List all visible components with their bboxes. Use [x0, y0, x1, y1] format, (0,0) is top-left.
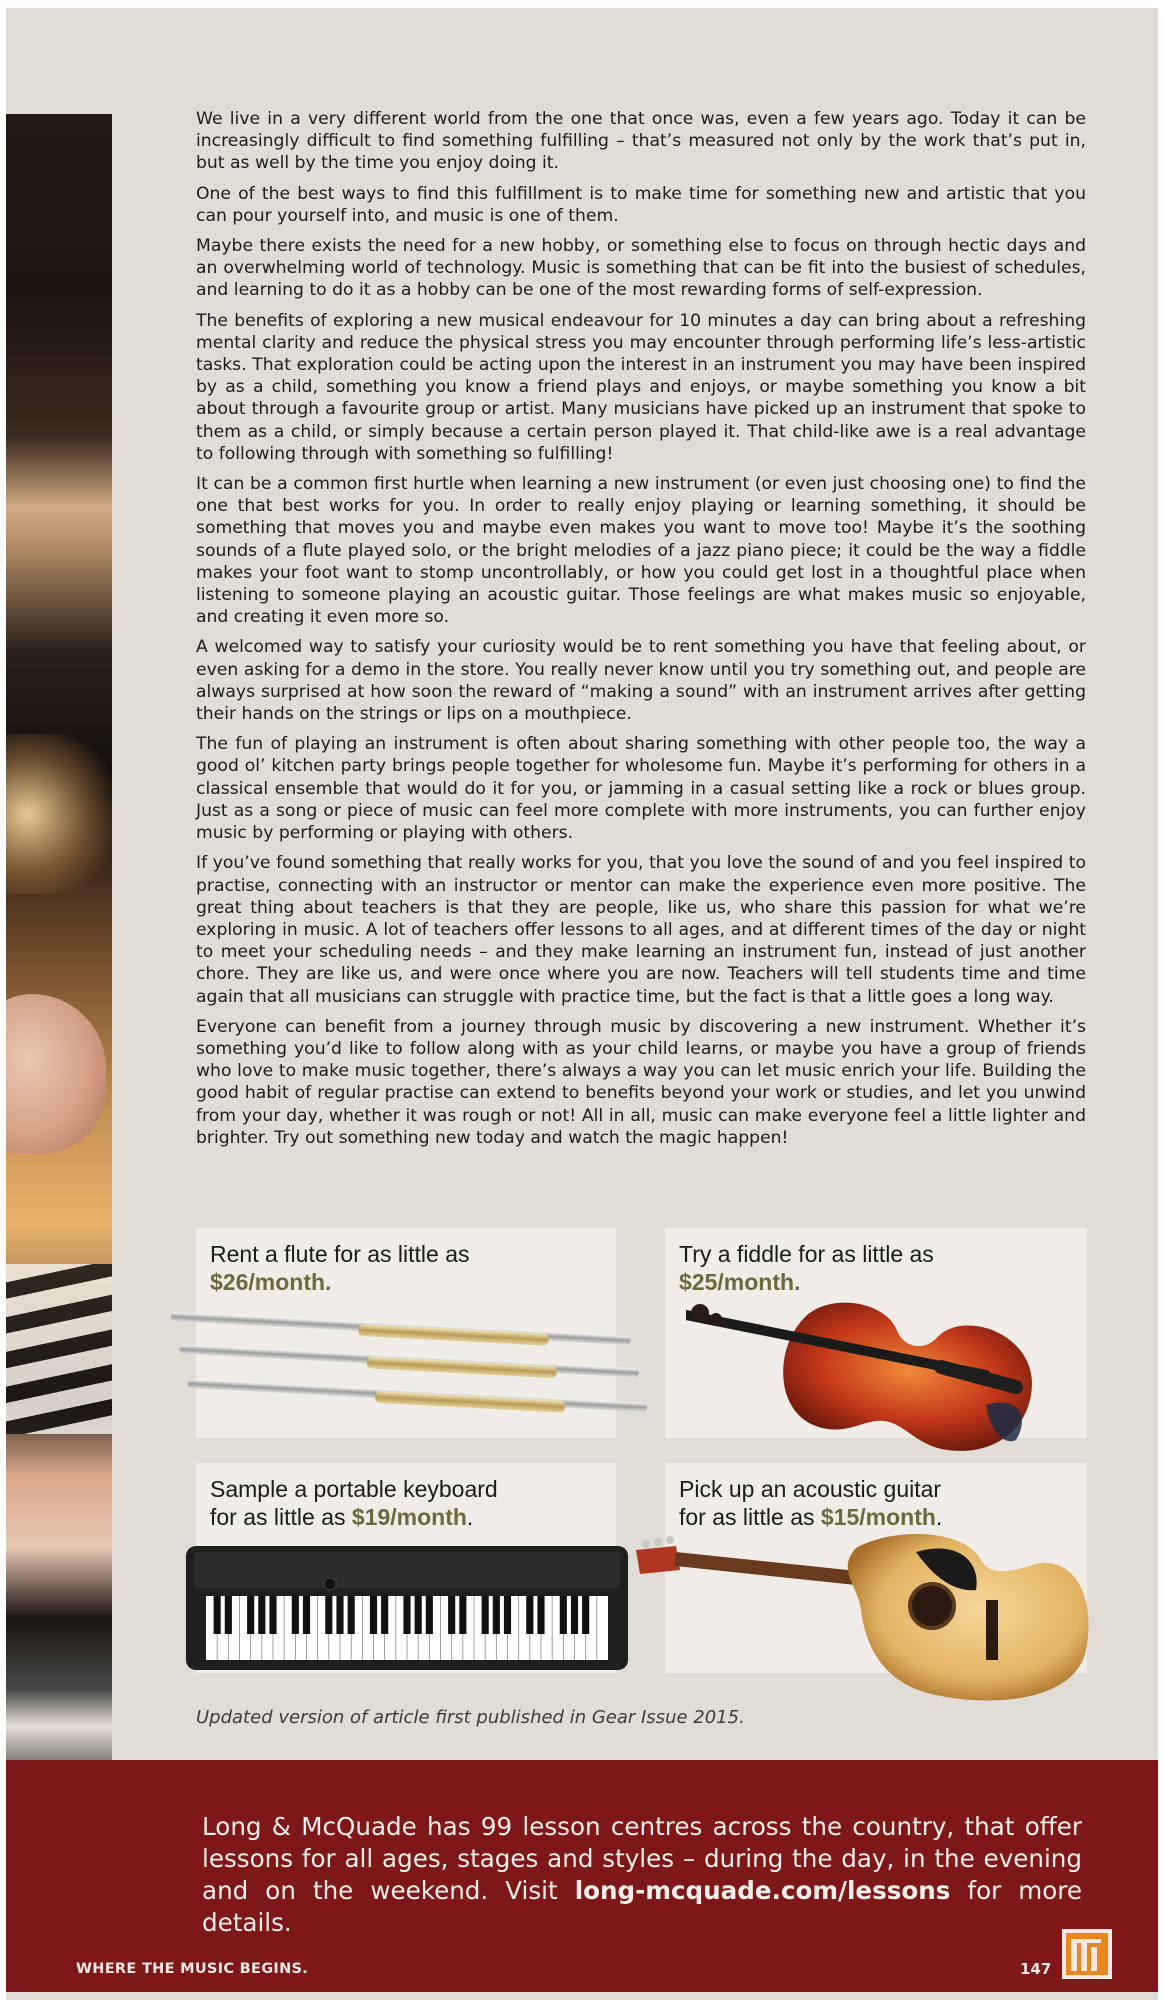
promo-guitar-title: [679, 1475, 942, 1531]
article-paragraph: Everyone can benefit from a journey through music by discovering a new instrument. Whether it’s something you’d like to follow along with as your child learns, or maybe you have a group of friends who love to make music together, there’s always a way you can let music enrich your life. Building the good habit of regular practise can extend to benefits beyond your work or studies, and let you unwind from your day, whether it was rough or not! All in all, music can make everyone feel a little lighter and brighter. Try out something new today and watch the magic happen!: [196, 1016, 1086, 1148]
promo-flute-line1: Rent a flute for as little as: [210, 1241, 470, 1267]
lessons-banner-text: [202, 1811, 1082, 1939]
promo-keyboard-line1: Sample a portable keyboard: [210, 1476, 498, 1502]
article-paragraph: The benefits of exploring a new musical endeavour for 10 minutes a day can bring about a refreshing mental clarity and reduce the physical stress you may encounter through performing life’s less-artistic tasks. That exploration could be acting upon the interest in an instrument you may have been inspired by as a child, something you know a friend plays and enjoys, or maybe something you know a bit about through a favourite group or artist. Many musicians have picked up an instrument that spoke to them as a child, or simply because a certain person played it. That child-like awe is a real advantage to following through with something so fulfilling!: [196, 310, 1086, 464]
photo-piano-keys: [6, 1264, 112, 1434]
page-number: 147: [1020, 1960, 1052, 1978]
promo-keyboard-suffix: .: [466, 1504, 474, 1530]
banner-text-after: for more details.: [202, 1876, 1082, 1937]
article-paragraph: A welcomed way to satisfy your curiosity would be to rent something you have that feeling about, or even asking for a demo in the store. You really never know until you try something out, and people are always surprised at how soon the reward of “making a sound” with an instrument arrives after getting their hands on the strings or lips on a mouthpiece.: [196, 637, 1086, 725]
promo-fiddle-suffix: .: [794, 1269, 801, 1295]
promo-keyboard-price: $19/month: [351, 1504, 467, 1530]
fiddle-image: [686, 1295, 1066, 1455]
article-paragraph: It can be a common first hurtle when learning a new instrument (or even just choosing one) to find the one that best works for you. In order to really enjoy playing or learning something, it should be something that moves you and maybe even makes you want to move too! Maybe it’s the soothing sounds of a flute played solo, or the bright melodies of a jazz piano piece; it could be the way a fiddle makes your foot want to stomp uncontrollably, or how you could get lost in a thoughtful place when listening to someone playing an acoustic guitar. Those feelings are what makes music so enjoyable, and creating it even more so.: [196, 474, 1086, 628]
photo-light-glow: [6, 734, 112, 894]
flute-2: [179, 1345, 639, 1379]
promo-guitar-line2-prefix: for as little as: [679, 1504, 821, 1530]
promo-guitar-suffix: .: [935, 1504, 943, 1530]
promo-keyboard-line2-prefix: for as little as: [210, 1504, 352, 1530]
piano-photo-strip: [6, 114, 112, 1905]
promo-keyboard-title: [210, 1475, 498, 1531]
article-paragraph: The fun of playing an instrument is often about sharing something with other people too, the way a good ol’ kitchen party brings people together for wholesome fun. Maybe it’s performing for others in a classical ensemble that would do it for you, or jamming in a casual setting like a rock or blues group. Just as a song or piece of music can feel more complete with more instruments, you can further enjoy music by performing or playing with others.: [196, 734, 1086, 844]
photo-hand: [6, 994, 106, 1154]
article-paragraph: Maybe there exists the need for a new hobby, or something else to focus on through hectic days and an overwhelming world of technology. Music is something that can be fit into the busiest of schedules, and learning to do it as a hobby can be one of the most rewarding forms of self-expression.: [196, 236, 1086, 301]
promo-fiddle-title: [679, 1240, 934, 1296]
promo-guitar-line1: Pick up an acoustic guitar: [679, 1476, 942, 1502]
promo-flute-suffix: .: [325, 1269, 332, 1295]
article-body: [196, 108, 1086, 1157]
guitar-image: [636, 1530, 1091, 1710]
flute-image: [170, 1300, 670, 1450]
flute-1: [171, 1312, 631, 1346]
article-paragraph: If you’ve found something that really works for you, that you love the sound of and you feel inspired to practise, connecting with an instructor or mentor can make the experience even more positive. The great thing about teachers is that they are people, like us, who share this passion for what we’re exploring in music. A lot of teachers offer lessons to all ages, and at different times of the day or night to meet your scheduling needs – and they make learning an instrument fun, instead of just another chore. They are like us, and were once where you are now. Teachers will tell students time and time again that all musicians can struggle with practice time, but the fact is that a little goes a long way.: [196, 853, 1086, 1007]
article-paragraph: We live in a very different world from the one that once was, even a few years ago. Today it can be increasingly difficult to find something fulfilling – that’s measured not only by the work that’s put in, but as well by the time you enjoy doing it.: [196, 109, 1086, 174]
promo-flute-price: $26/month: [210, 1269, 326, 1295]
flute-3: [187, 1379, 647, 1413]
footer-tagline: WHERE THE MUSIC BEGINS.: [76, 1961, 309, 1977]
banner-link[interactable]: long-mcquade.com/lessons: [574, 1876, 951, 1905]
promo-guitar-price: $15/month: [820, 1504, 936, 1530]
promo-fiddle-line1: Try a fiddle for as little as: [679, 1241, 934, 1267]
long-mcquade-logo: [1062, 1929, 1112, 1979]
banner-text-before: Long & McQuade has 99 lesson centres across the country, that offer lessons for all ages, stages and styles – during the day, in the evening and on the weekend. Visit: [202, 1812, 1082, 1905]
article-caption: Updated version of article first published in Gear Issue 2015.: [196, 1707, 745, 1728]
promo-flute-title: [210, 1240, 470, 1296]
article-paragraph: One of the best ways to find this fulfillment is to make time for something new and artistic that you can pour yourself into, and music is one of them.: [196, 183, 1086, 226]
keyboard-image: [186, 1546, 628, 1670]
promo-fiddle-price: $25/month: [679, 1269, 795, 1295]
